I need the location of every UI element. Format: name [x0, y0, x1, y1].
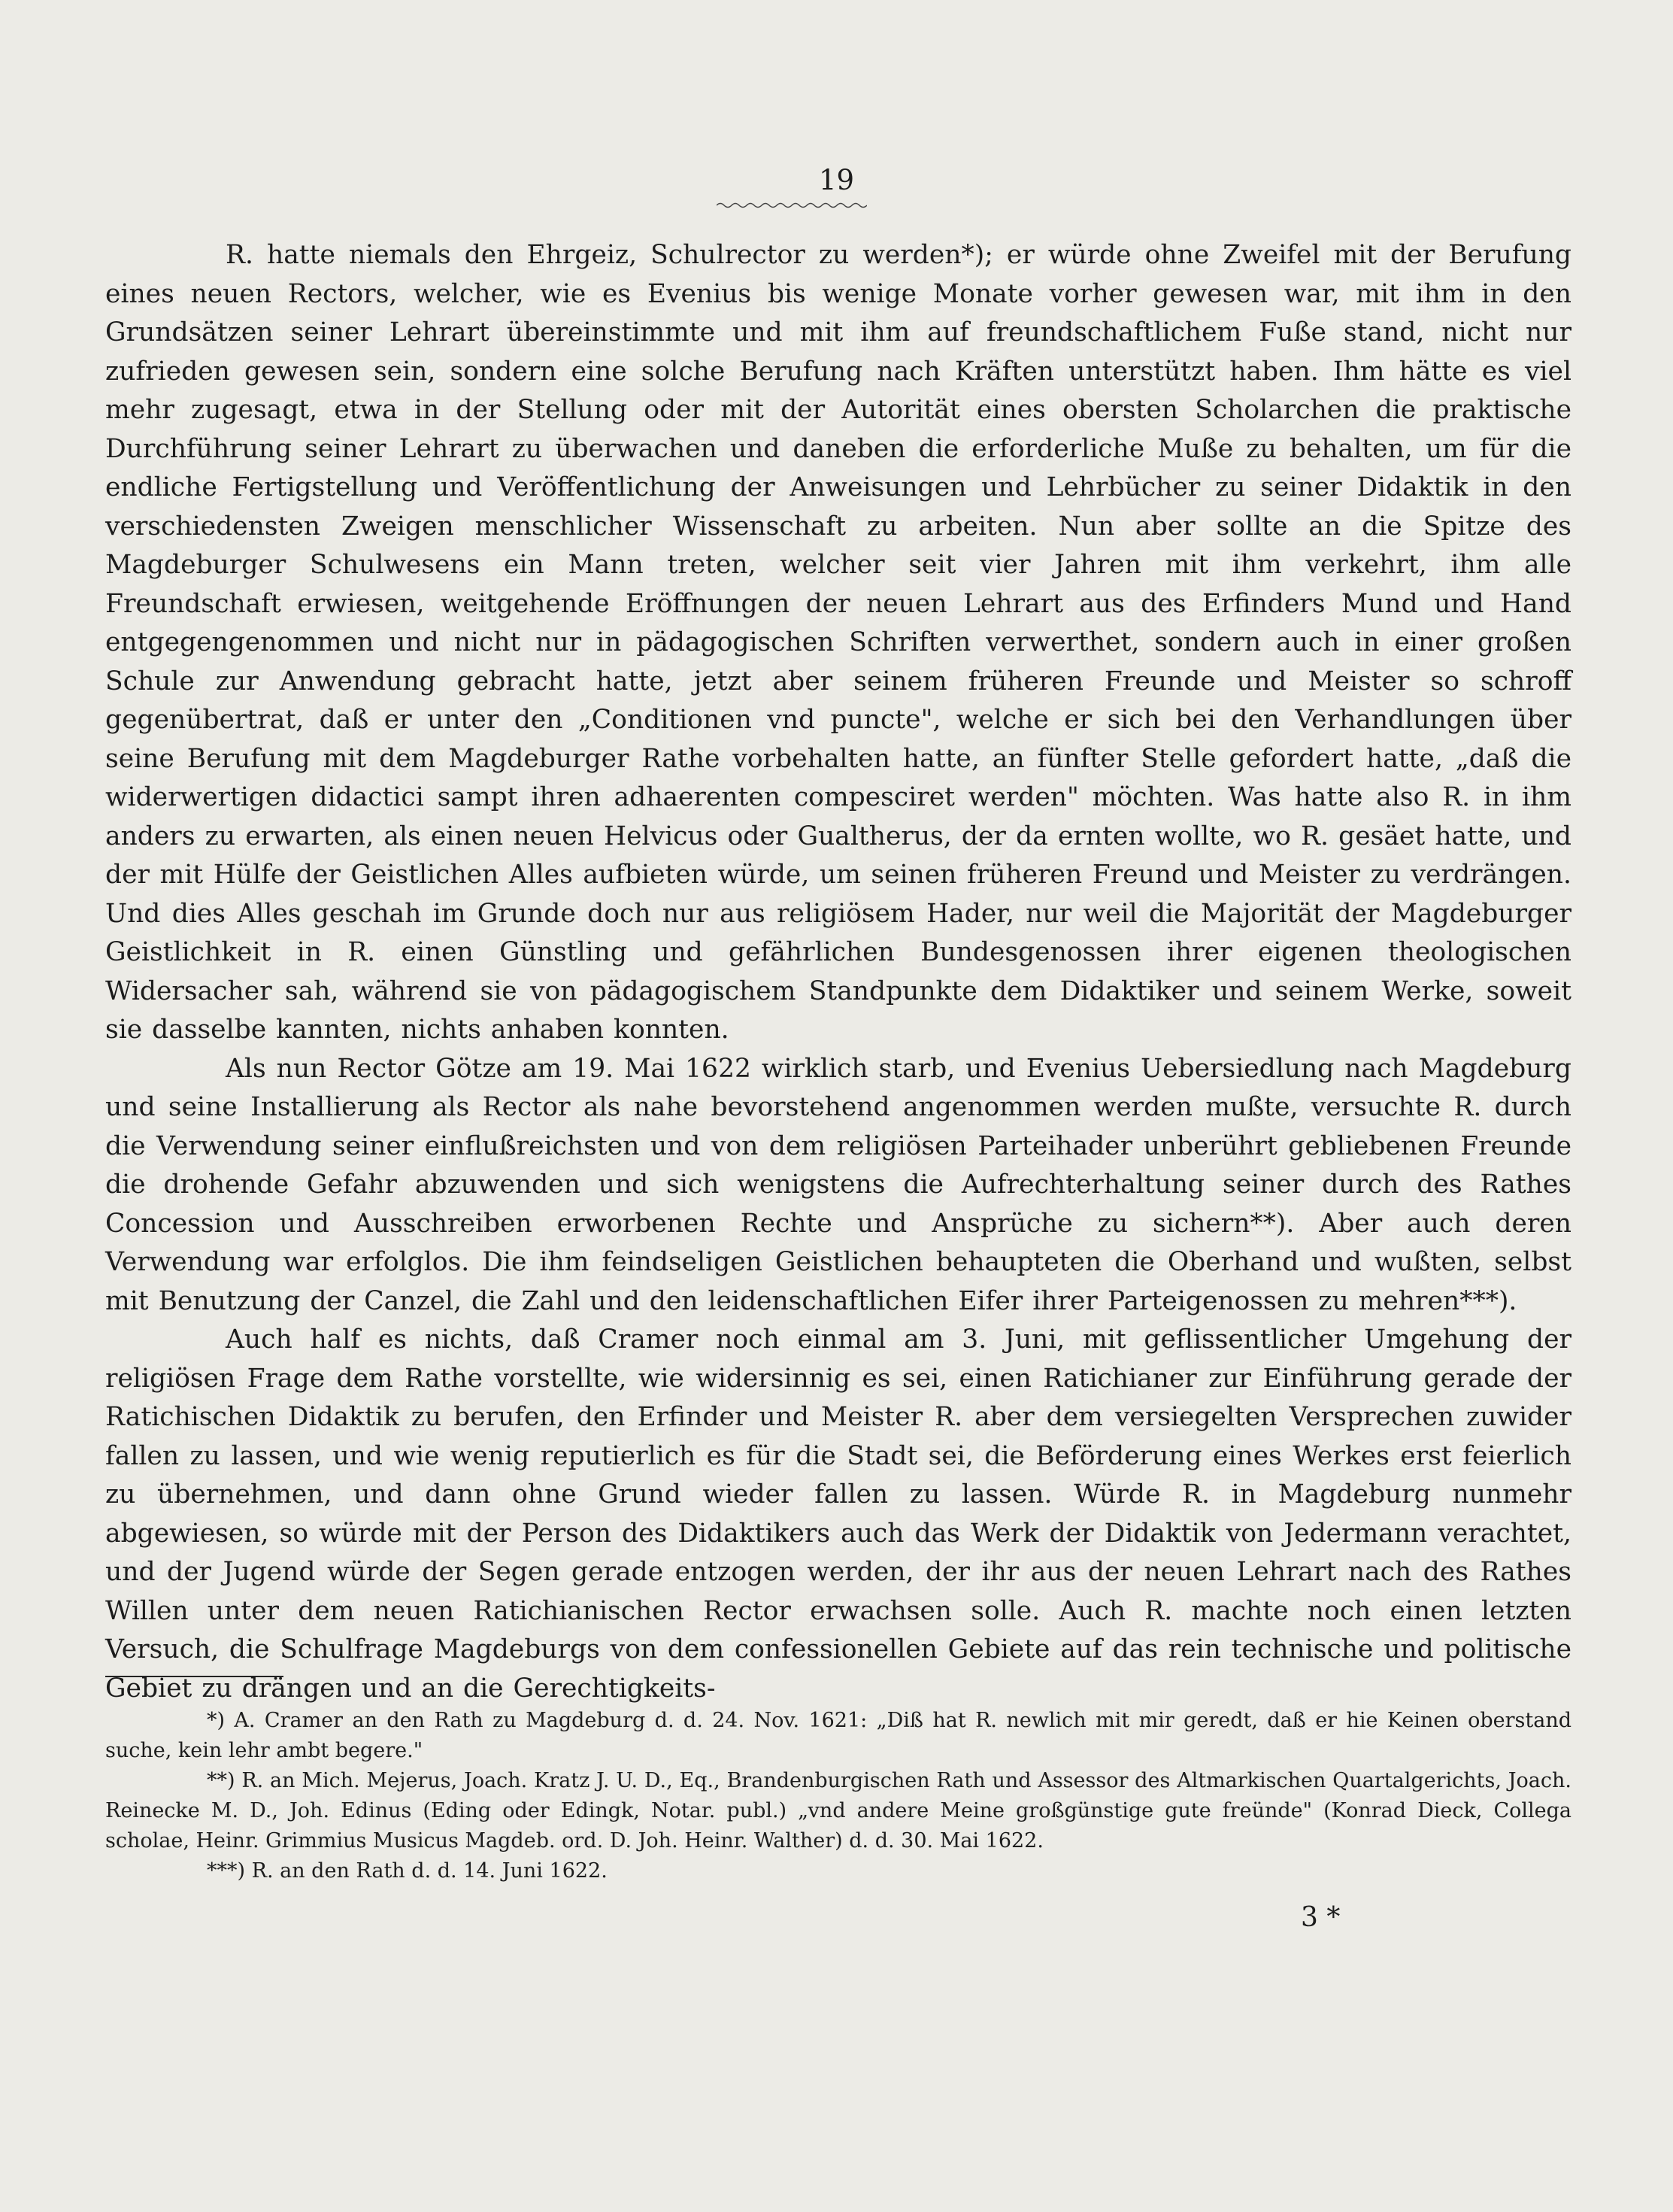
footnotes — [105, 1706, 1571, 1886]
footnote-2: **) R. an Mich. Mejerus, Joach. Kratz J. U. D., Eq., Brandenburgischen Rath und Assessor des Altmarkischen Quartalgerichts, Joach. Reinecke M. D., Joh. Edinus (Eding oder Edingk, Notar. publ.) „vnd andere Meine großgünstige gute freünde" (Konrad Dieck, Collega scholae, Heinr. Grimmius Musicus Magdeb. ord. D. Joh. Heinr. Walther) d. d. 30. Mai 1622. — [105, 1769, 1571, 1852]
footnote-divider — [105, 1676, 283, 1677]
page-number: 19 — [818, 164, 855, 196]
paragraph-3: Auch half es nichts, daß Cramer noch einmal am 3. Juni, mit geflissentlicher Umgehung der religiösen Frage dem Rathe vorstellte, wie widersinnig es sei, einen Ratichianer zur Einführung gerade der Ratichischen Didaktik zu berufen, den Erfinder und Meister R. aber dem versiegelten Versprechen zuwider fallen zu lassen, und wie wenig reputierlich es für die Stadt sei, die Beförderung eines Werkes erst feierlich zu übernehmen, und dann ohne Grund wieder fallen zu lassen. Würde R. in Magdeburg nunmehr abgewiesen, so würde mit der Person des Didaktikers auch das Werk der Didaktik von Jedermann verachtet, und der Jugend würde der Segen gerade entzogen werden, der ihr aus der neuen Lehrart nach des Rathes Willen unter dem neuen Ratichianischen Rector erwachsen solle. Auch R. machte noch einen letzten Versuch, die Schulfrage Magdeburgs von dem confessionellen Gebiete auf das rein technische und politische Gebiet zu drängen und an die Gerechtigkeits- — [105, 1324, 1571, 1704]
main-text — [105, 236, 1571, 1708]
wavy-line-icon — [717, 202, 867, 209]
footnote-1: *) A. Cramer an den Rath zu Magdeburg d. d. 24. Nov. 1621: „Diß hat R. newlich mit mir geredt, daß er hie Keinen oberstand suche, kein lehr ambt begere." — [105, 1709, 1571, 1762]
paragraph-1: R. hatte niemals den Ehrgeiz, Schulrector zu werden*); er würde ohne Zweifel mit der Berufung eines neuen Rectors, welcher, wie es Evenius bis wenige Monate vorher gewesen war, mit ihm in den Grundsätzen seiner Lehrart übereinstimmte und mit ihm auf freundschaftlichem Fuße stand, nicht nur zufrieden gewesen sein, sondern eine solche Berufung nach Kräften unterstützt haben. Ihm hätte es viel mehr zugesagt, etwa in der Stellung oder mit der Autorität eines obersten Scholarchen die praktische Durchführung seiner Lehrart zu überwachen und daneben die erforderliche Muße zu behalten, um für die endliche Fertigstellung und Veröffentlichung der Anweisungen und Lehrbücher zu seiner Didaktik in den verschiedensten Zweigen menschlicher Wissenschaft zu arbeiten. Nun aber sollte an die Spitze des Magdeburger Schulwesens ein Mann treten, welcher seit vier Jahren mit ihm verkehrt, ihm alle Freundschaft erwiesen, weitgehende Eröffnungen der neuen Lehrart aus des Erfinders Mund und Hand entgegengenommen und nicht nur in pädagogischen Schriften verwerthet, sondern auch in einer großen Schule zur Anwendung gebracht hatte, jetzt aber seinem früheren Freunde und Meister so schroff gegenübertrat, daß er unter den „Conditionen vnd puncte", welche er sich bei den Verhandlungen über seine Berufung mit dem Magdeburger Rathe vorbehalten hatte, an fünfter Stelle gefordert hatte, „daß die widerwertigen didactici sampt ihren adhaerenten compesciret werden" möchten. Was hatte also R. in ihm anders zu erwarten, als einen neuen Helvicus oder Gualtherus, der da ernten wollte, wo R. gesäet hatte, und der mit Hülfe der Geistlichen Alles aufbieten würde, um seinen früheren Freund und Meister zu verdrängen. Und dies Alles geschah im Grunde doch nur aus religiösem Hader, nur weil die Majorität der Magdeburger Geistlichkeit in R. einen Günstling und gefährlichen Bundesgenossen ihrer eigenen theologischen Widersacher sah, während sie von pädagogischem Standpunkte dem Didaktiker und seinem Werke, soweit sie dasselbe kannten, nichts anhaben konnten. — [105, 240, 1571, 1045]
footnote-3: ***) R. an den Rath d. d. 14. Juni 1622. — [207, 1859, 608, 1883]
signature-mark: 3 * — [1301, 1902, 1341, 1933]
wavy-ornament — [717, 202, 867, 209]
paragraph-2: Als nun Rector Götze am 19. Mai 1622 wirklich starb, und Evenius Uebersiedlung nach Magdeburg und seine Installierung als Rector als nahe bevorstehend angenommen werden mußte, versuchte R. durch die Verwendung seiner einflußreichsten und von dem religiösen Parteihader unberührt gebliebenen Freunde die drohende Gefahr abzuwenden und sich wenigstens die Aufrechterhaltung seiner durch des Rathes Concession und Ausschreiben erworbenen Rechte und Ansprüche zu sichern**). Aber auch deren Verwendung war erfolglos. Die ihm feindseligen Geistlichen behaupteten die Oberhand und wußten, selbst mit Benutzung der Canzel, die Zahl und den leidenschaftlichen Eifer ihrer Parteigenossen zu mehren***). — [105, 1053, 1571, 1316]
